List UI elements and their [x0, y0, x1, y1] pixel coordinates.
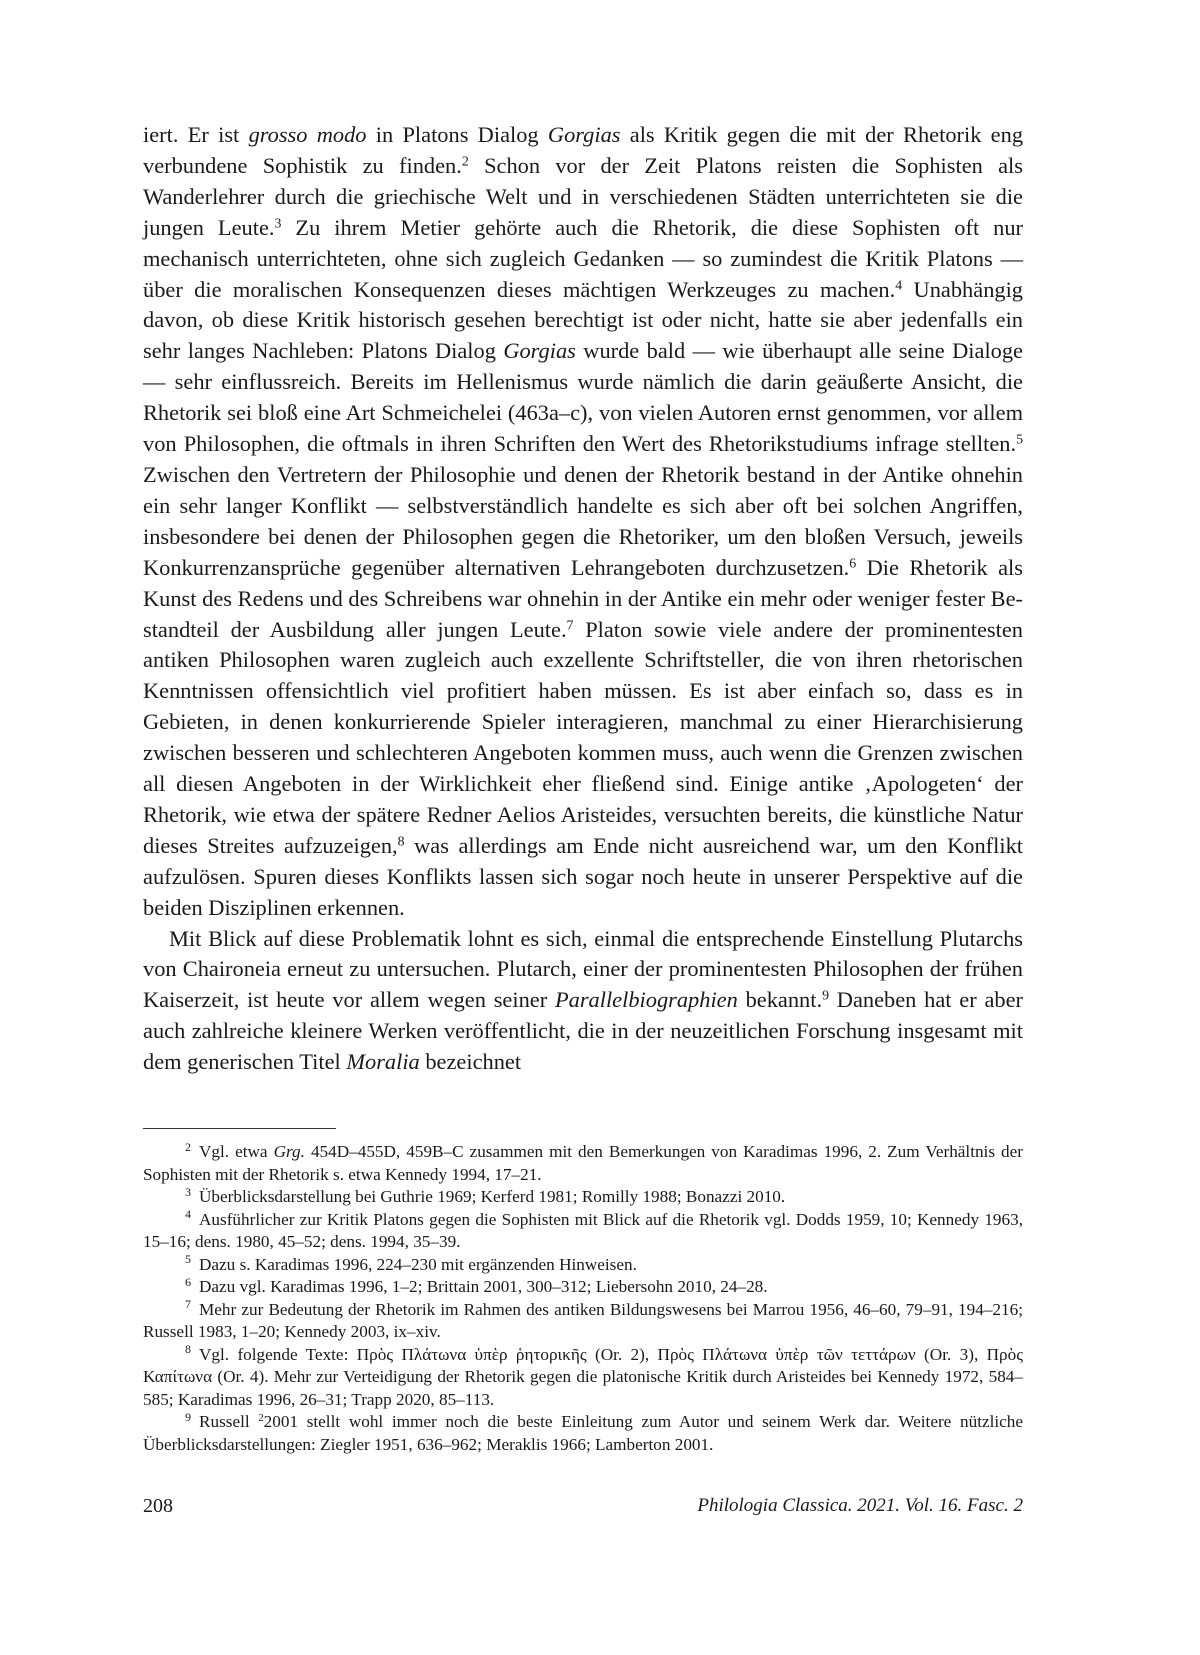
italic-title: Moralia: [346, 1049, 420, 1075]
footnote-text: Ausführlicher zur Kritik Platons gegen die Sophisten mit Blick auf die Rhetorik vgl. Dodds 1959, 10; Kennedy 1963, 15–16; dens. 1980, 45–52; dens. 1994, 35–39.: [143, 1209, 1023, 1251]
italic-term: grosso modo: [248, 122, 367, 147]
text-run: iert. Er ist: [143, 122, 249, 147]
text-run: Russell: [199, 1412, 259, 1431]
text-run: Vgl. etwa: [199, 1142, 274, 1161]
footnote-ref[interactable]: 6: [849, 556, 857, 572]
text-run: wurde bald — wie überhaupt alle seine Dialoge — sehr einflussreich. Bereits im Hellenismus wurde nämlich die darin geäußerte Ansicht, die Rhetorik sei bloß eine Art Schmeichelei (463a–c), von vielen Autoren ernst genommen, vor allem von Philosophen, die oftmals in ihren Schriften den Wert des Rhetorikstudiums infrage stellten.: [143, 338, 1023, 457]
footnote-separator: [143, 1128, 336, 1129]
text-run: 2001 stellt wohl immer noch die beste Einleitung zum Autor und seinem Werk dar. Weitere nützliche Überblicksdarstellungen: Ziegler 1951, 636–962; Meraklis 1966; Lamberton 2001.: [143, 1412, 1023, 1454]
main-text: [143, 120, 1023, 1078]
text-run: Platon sowie viele andere der prominentesten antiken Philosophen waren zugleich auch exzellente Schriftsteller, die von ihren rhetorischen Kenntnissen offensichtlich viel profitiert haben müssen. Es ist aber einfach so, dass es in Gebieten, in denen konkurrierende Spieler interagieren, manchmal zu einer Hierarchisierung zwischen besseren und schlechteren Angeboten kommen muss, auch wenn die Grenzen zwischen all diesen Angeboten in der Wirklichkeit eher fließend sind. Einige antike ‚Apologeten‘ der Rhetorik, wie etwa der spätere Redner Aelios Aristeides, versuchten bereits, die künstliche Natur dieses Streites aufzuzeigen,: [143, 616, 1023, 858]
text-run: Unabhängig davon, ob diese Kritik historisch gesehen berechtigt ist oder nicht, hatte sie aber jedenfalls ein sehr langes Nachleben: Platons Dialog: [143, 276, 1023, 364]
footnote-ref[interactable]: 7: [566, 617, 574, 633]
footnote-7: [143, 1299, 1023, 1344]
italic-title: Gorgias: [547, 122, 621, 147]
footnote-number: 6: [185, 1274, 192, 1289]
footnote-5: [143, 1254, 1023, 1277]
page-footer: [143, 1495, 1023, 1518]
text-run: Schon vor der Zeit Platons reisten die Sophisten als Wanderlehrer durch die griechische Welt und in verschiedenen Städten unterrichteten sie die jungen Leute.: [143, 152, 1023, 240]
footnote-text: Mehr zur Bedeutung der Rhetorik im Rahmen des antiken Bildungswesens bei Marrou 1956, 46–60, 79–91, 194–216; Russell 1983, 1–20; Kennedy 2003, ix–xiv.: [143, 1299, 1023, 1341]
text-run: Zwischen den Vertretern der Philosophie und denen der Rhetorik bestand in der Antike ohnehin ein sehr langer Konflikt — selbstverständlich handelte es sich aber oft bei solchen Angriffen, insbesondere bei denen der Philosophen gegen die Rhetoriker, um den bloßen Versuch, jeweils Konkurrenzansprüche gegenüber alternativen Lehrangeboten durchzusetzen.: [143, 461, 1023, 580]
footnote-2: [143, 1141, 1023, 1186]
footnote-8: [143, 1344, 1023, 1412]
text-run: bezeichnet: [419, 1049, 522, 1075]
footnote-number: 2: [185, 1139, 192, 1154]
footnote-number: 9: [185, 1409, 192, 1424]
footnote-ref[interactable]: 4: [895, 277, 903, 293]
footnote-ref[interactable]: 5: [1016, 432, 1023, 448]
italic-title: Gorgias: [503, 338, 576, 364]
footnote-number: 3: [185, 1184, 192, 1199]
footnote-3: [143, 1186, 1023, 1209]
text-run: in Platons Dialog: [366, 122, 548, 147]
text-run: Mit Blick auf diese Problematik lohnt es sich, einmal die entsprechende Einstellung Plutarchs von Chaironeia erneut zu untersuchen. Plutarch, einer der prominentesten Philosophen der frühen Kaiserzeit, ist heute vor allem wegen seiner: [143, 925, 1023, 1013]
footnote-9: [143, 1411, 1023, 1456]
footnote-number: 7: [185, 1297, 192, 1312]
footnote-ref[interactable]: 3: [274, 216, 282, 232]
text-run: Zu ihrem Metier gehörte auch die Rhetorik, die diese Sophisten oft nur mechanisch unterrichteten, ohne sich zugleich Gedanken — so zumindest die Kritik Platons — über die moralischen Konsequenzen dieses mächtigen Werkzeuges zu machen.: [143, 214, 1023, 302]
paragraph-1: [143, 120, 1023, 924]
text-run: bekannt.: [737, 987, 823, 1013]
footnote-text: Dazu vgl. Karadimas 1996, 1–2; Brittain 2001, 300–312; Liebersohn 2010, 24–28.: [199, 1277, 768, 1296]
footnote-4: [143, 1209, 1023, 1254]
footnote-text: Dazu s. Karadimas 1996, 224–230 mit ergänzenden Hinweisen.: [199, 1254, 637, 1274]
text-run: als Kritik gegen die mit der Rhetorik eng verbundene Sophistik zu finden.: [143, 122, 1024, 178]
italic-abbrev: Grg.: [273, 1142, 305, 1161]
footnote-text: Überblicksdarstellung bei Guthrie 1969; Kerferd 1981; Romilly 1988; Bonazzi 2010.: [199, 1187, 786, 1206]
footnote-6: [143, 1276, 1023, 1299]
paragraph-2: [143, 924, 1023, 1079]
text-run: was allerdings am Ende nicht ausreichend war, um den Konflikt aufzulösen. Spuren dieses Konflikts lassen sich sogar noch heute in unserer Perspektive auf die beiden Disziplinen erkennen.: [143, 832, 1023, 920]
journal-citation: Philologia Classica. 2021. Vol. 16. Fasc. 2: [697, 1495, 1023, 1516]
text-run: 454D–455D, 459B–C zusammen mit den Bemerkungen von Karadimas 1996, 2. Zum Verhältnis der Sophisten mit der Rhetorik s. etwa Kennedy 1994, 17–21.: [143, 1142, 1023, 1184]
footnote-ref[interactable]: 8: [397, 834, 405, 850]
footnote-number: 4: [185, 1207, 192, 1222]
footnotes: [143, 1141, 1023, 1456]
footnote-number: 8: [185, 1342, 192, 1357]
text-run: Daneben hat er aber auch zahlreiche kleinere Werken veröffentlicht, die in der neuzeitlichen Forschung insgesamt mit dem generischen Titel: [143, 987, 1023, 1075]
edition-superscript: 2: [258, 1413, 264, 1425]
footnote-text: Vgl. folgende Texte: Πρὸς Πλάτωνα ὑπὲρ ῥητορικῆς (Or. 2), Πρὸς Πλάτωνα ὑπὲρ τῶν τεττάρων (Or. 3), Πρὸς Καπίτωνα (Or. 4). Mehr zur Verteidigung der Rhetorik gegen die platonische Kritik durch Aristeides bei Kennedy 1972, 584–585; Karadimas 1996, 26–31; Trapp 2020, 85–113.: [143, 1344, 1023, 1409]
footnote-number: 5: [185, 1252, 192, 1267]
footnote-ref[interactable]: 2: [461, 154, 469, 170]
footnote-ref[interactable]: 9: [822, 988, 829, 1004]
text-run: Die Rhetorik als Kunst des Redens und des Schreibens war ohnehin in der Antike ein mehr oder weniger fester Bestandteil der Ausbildung aller jungen Leute.: [143, 554, 1023, 642]
page-number: 208: [143, 1495, 173, 1517]
italic-title: Parallelbiographien: [554, 987, 738, 1013]
